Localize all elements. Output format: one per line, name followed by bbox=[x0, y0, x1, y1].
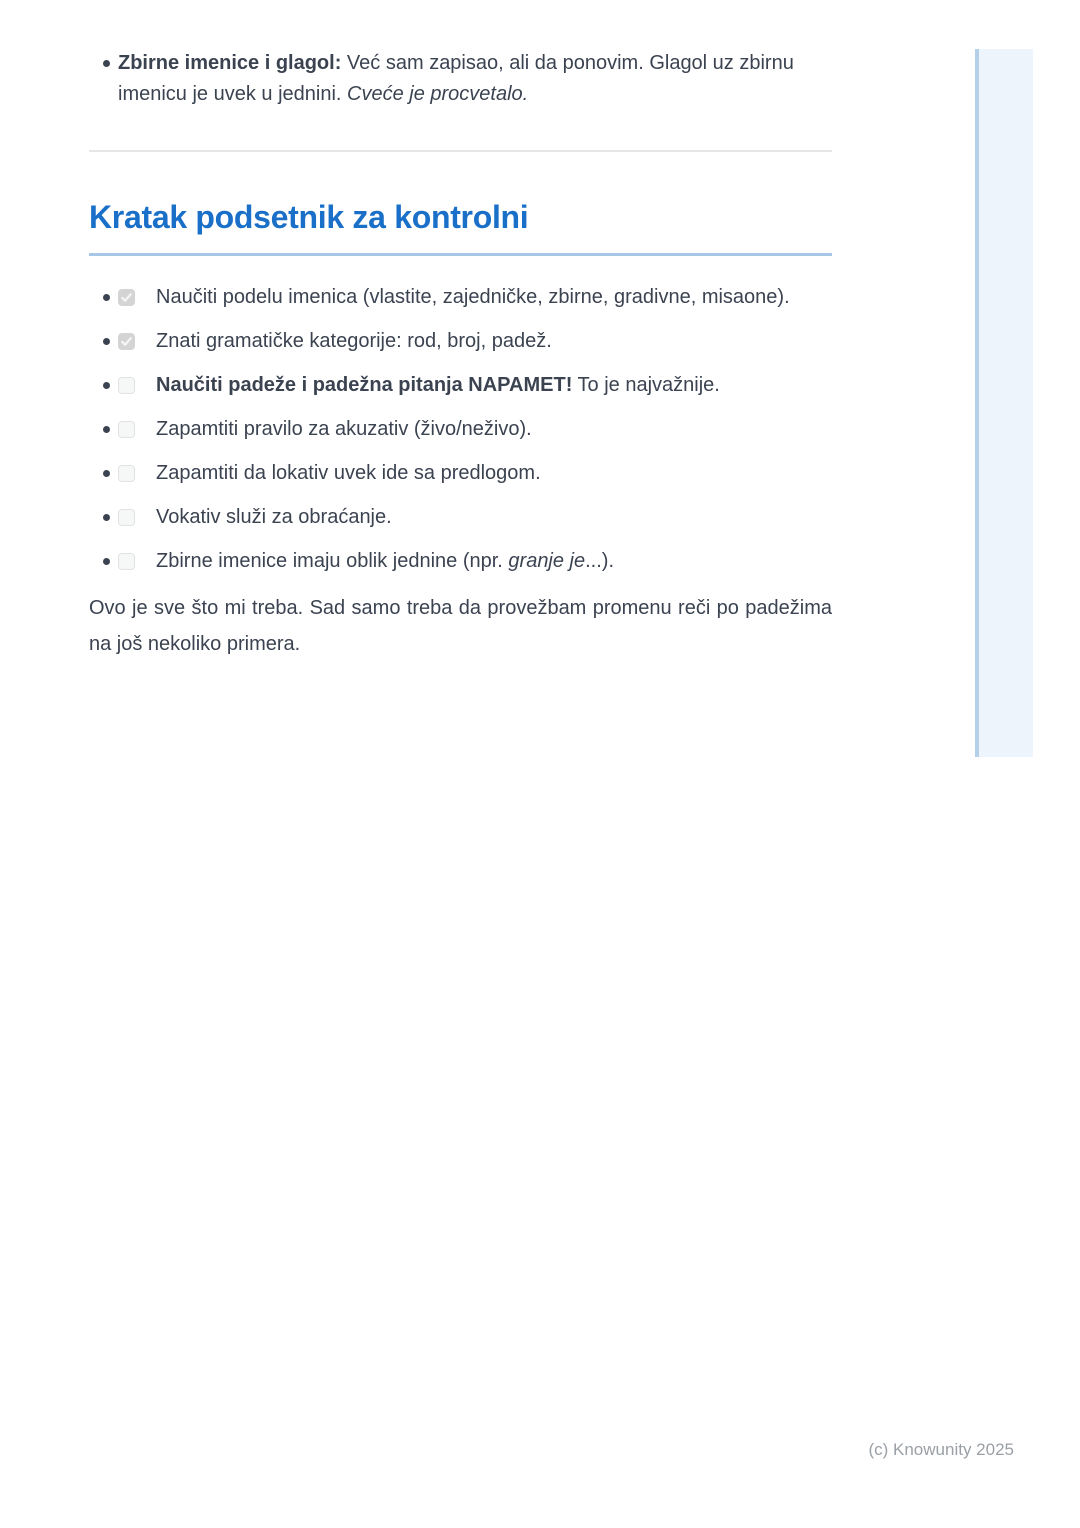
checkmark-icon bbox=[119, 290, 134, 305]
bullet-dot-icon bbox=[103, 294, 110, 301]
checklist-item-text: Zapamtiti pravilo za akuzativ (živo/neživo). bbox=[156, 418, 532, 440]
checklist-item-text-after: ...). bbox=[585, 550, 615, 572]
bullet-dot-icon bbox=[103, 470, 110, 477]
bullet-dot-icon bbox=[103, 514, 110, 521]
checklist-item-bold: Naučiti padeže i padežna pitanja NAPAMET! bbox=[156, 374, 573, 396]
checklist-item bbox=[89, 326, 832, 357]
checklist-item-text: Naučiti podelu imenica (vlastite, zajedničke, zbirne, gradivne, misaone). bbox=[156, 286, 790, 308]
next-page-preview-strip bbox=[975, 49, 1033, 757]
checklist-item bbox=[89, 414, 832, 445]
bullet-dot-icon bbox=[103, 426, 110, 433]
checklist-item-text: Vokativ služi za obraćanje. bbox=[156, 506, 392, 528]
checklist-item-italic: granje je bbox=[508, 550, 586, 572]
checklist-item bbox=[89, 458, 832, 489]
page-content bbox=[89, 0, 832, 662]
bullet-dot-icon bbox=[103, 558, 110, 565]
section-divider bbox=[89, 150, 832, 152]
checkbox[interactable] bbox=[118, 465, 135, 482]
checklist bbox=[89, 282, 832, 577]
checkbox[interactable] bbox=[118, 289, 135, 306]
checkbox[interactable] bbox=[118, 553, 135, 570]
checkbox[interactable] bbox=[118, 509, 135, 526]
bullet-dot-icon bbox=[103, 382, 110, 389]
checkbox[interactable] bbox=[118, 421, 135, 438]
footer-copyright: (c) Knowunity 2025 bbox=[868, 1440, 1014, 1459]
checkbox[interactable] bbox=[118, 377, 135, 394]
checklist-item-text: To je najvažnije. bbox=[572, 374, 720, 396]
checklist-item-text: Znati gramatičke kategorije: rod, broj, padež. bbox=[156, 330, 552, 352]
checkbox[interactable] bbox=[118, 333, 135, 350]
checklist-item bbox=[89, 546, 832, 577]
bullet-dot-icon bbox=[103, 60, 110, 67]
checklist-item bbox=[89, 502, 832, 533]
intro-bold-lead: Zbirne imenice i glagol: bbox=[118, 52, 342, 74]
intro-italic-example: Cveće je procvetalo. bbox=[347, 83, 529, 105]
intro-bullet-list bbox=[89, 48, 832, 110]
bullet-dot-icon bbox=[103, 338, 110, 345]
section-heading: Kratak podsetnik za kontrolni bbox=[89, 198, 832, 256]
checklist-item-text: Zapamtiti da lokativ uvek ide sa predlogom. bbox=[156, 462, 541, 484]
intro-body-text: Već sam zapisao, ali da ponovim. Glagol uz zbirnu imenicu je uvek u jednini. bbox=[118, 52, 794, 105]
checklist-item bbox=[89, 370, 832, 401]
checkmark-icon bbox=[119, 334, 134, 349]
checklist-item-text: Zbirne imenice imaju oblik jednine (npr. bbox=[156, 550, 509, 572]
closing-paragraph: Ovo je sve što mi treba. Sad samo treba da provežbam promenu reči po padežima na još nekoliko primera. bbox=[89, 597, 832, 655]
intro-bullet-item bbox=[89, 48, 832, 110]
checklist-item bbox=[89, 282, 832, 313]
